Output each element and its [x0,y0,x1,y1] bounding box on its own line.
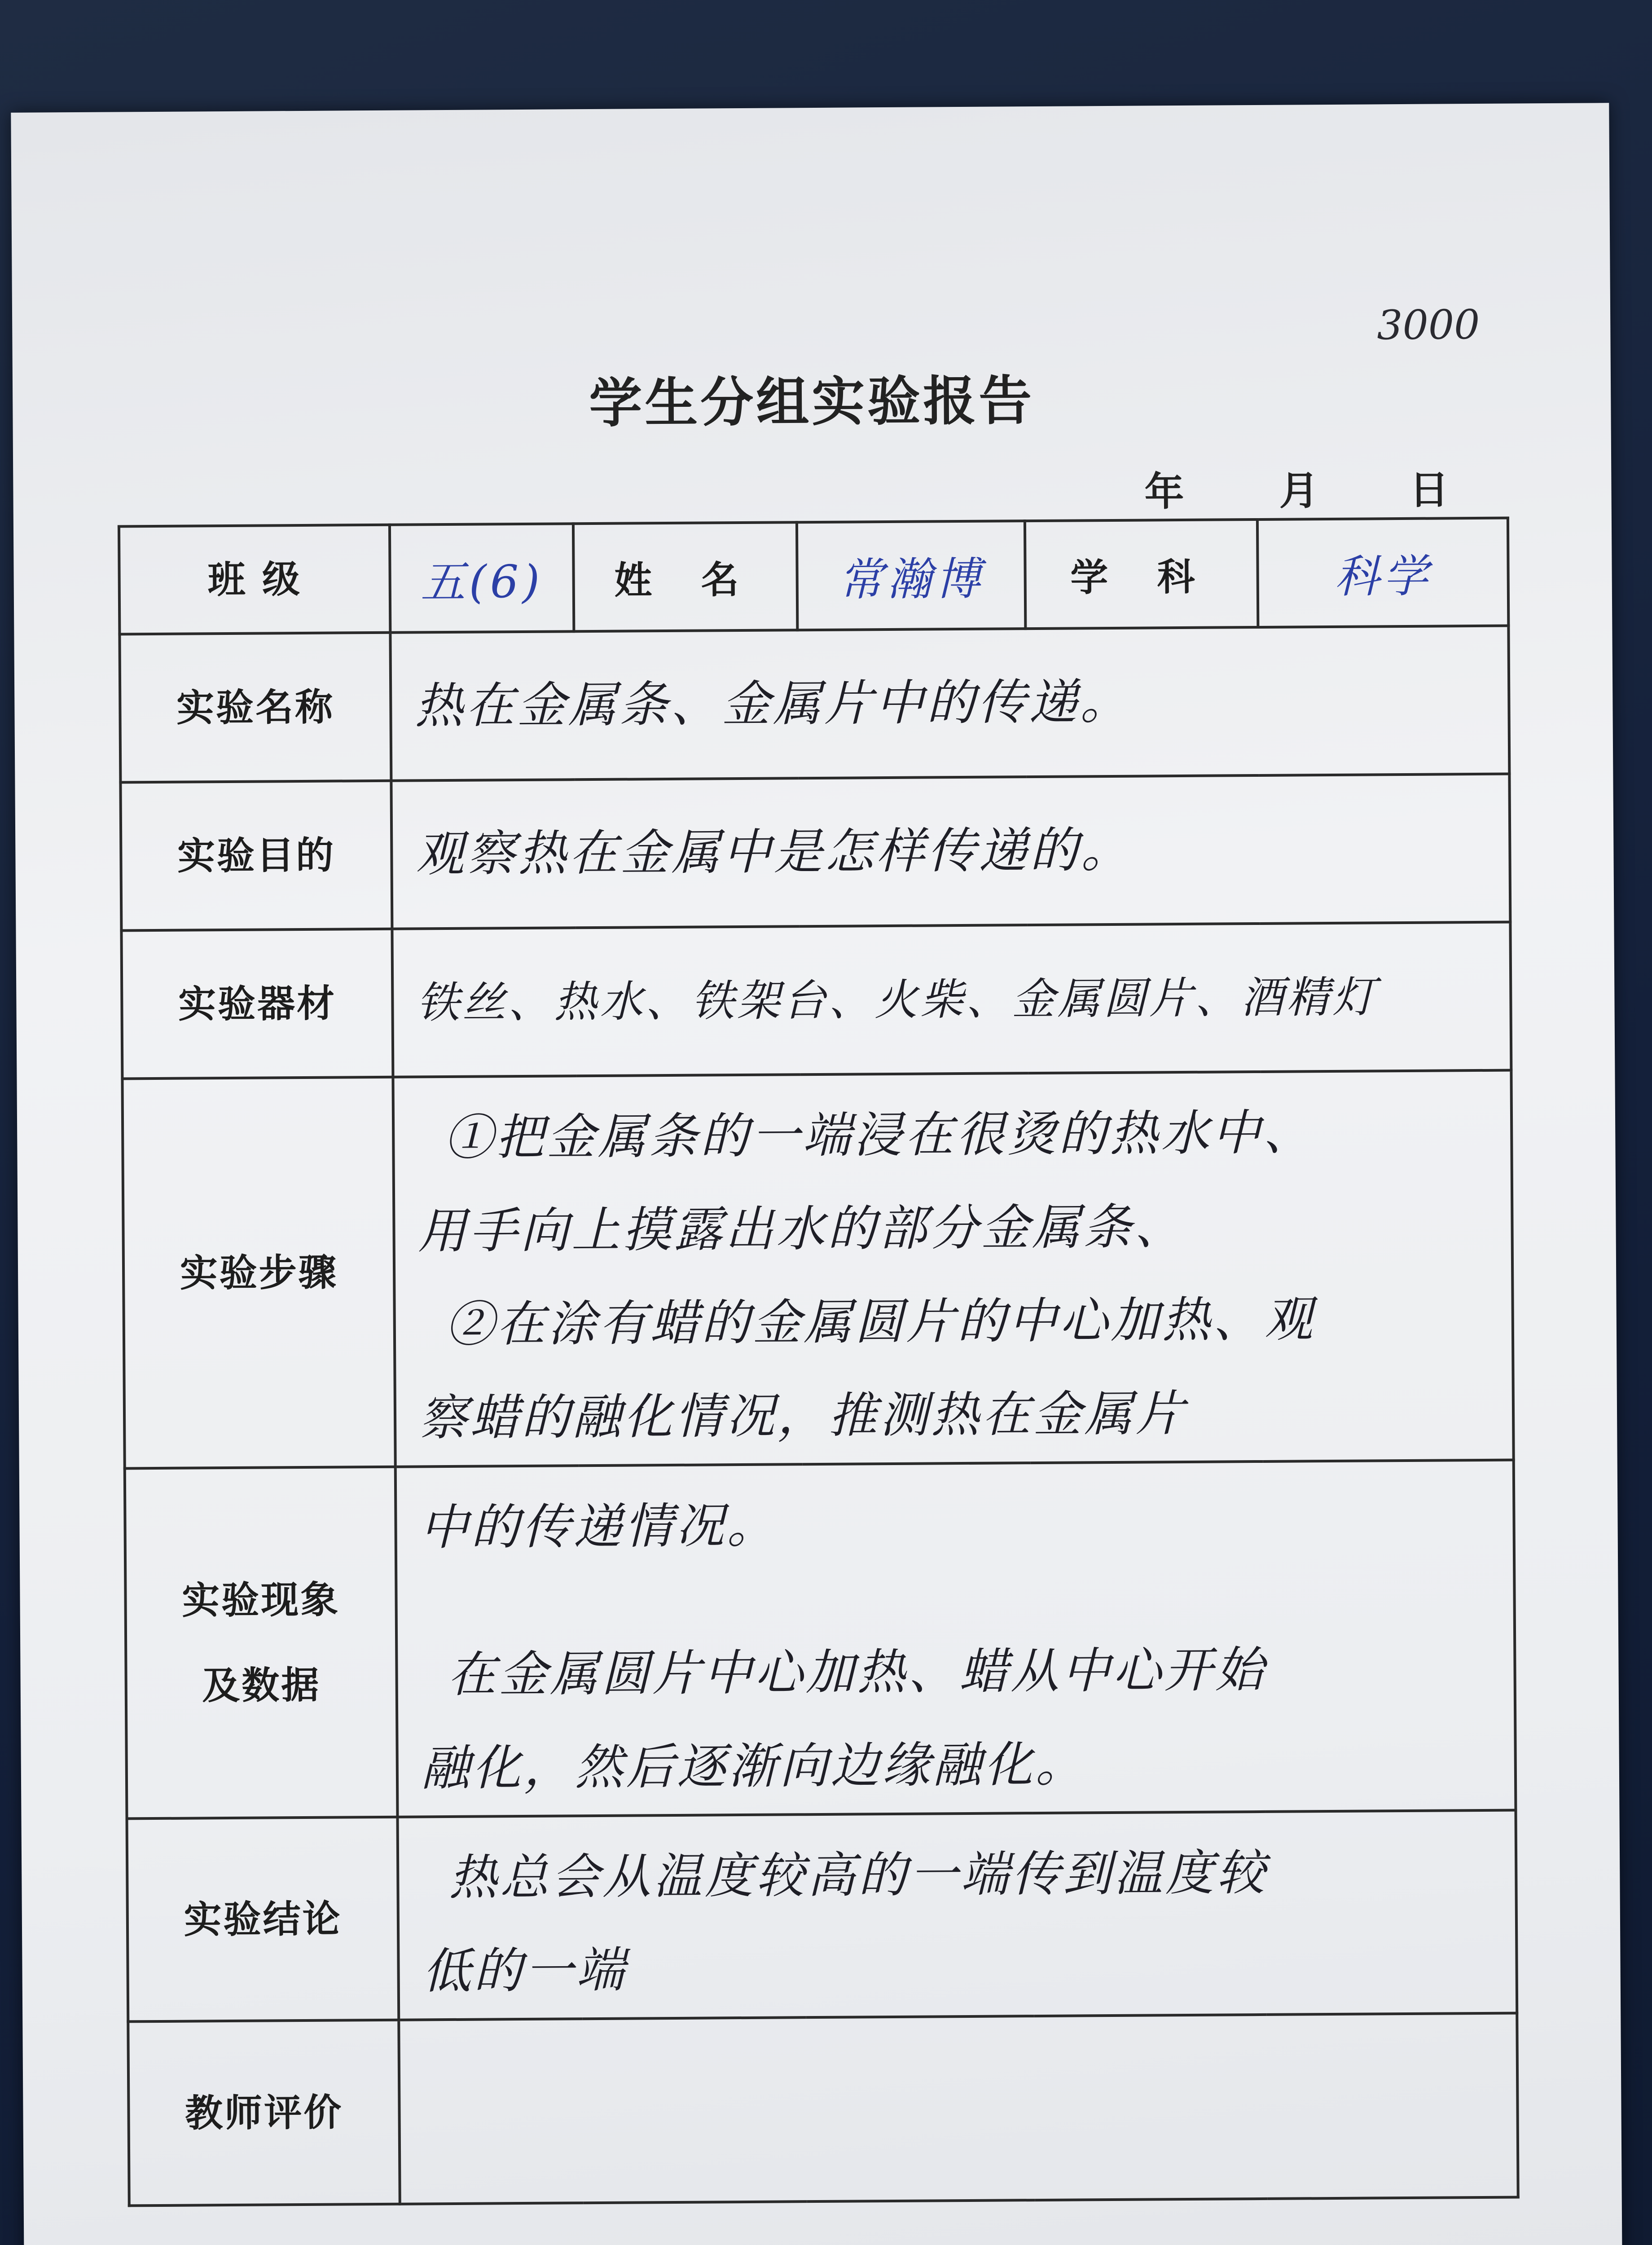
experiment-phenomenon-row [125,1460,1516,1819]
experiment-materials-value: 铁丝、热水、铁架台、火柴、金属圆片、酒精灯 [392,922,1511,1077]
experiment-name-row [119,626,1509,783]
steps-line-1: ①把金属条的一端浸在很烫的热水中、 [444,1105,1315,1167]
conclusion-line-2: 低的一端 [422,1942,628,2000]
experiment-phenomenon-label [125,1467,398,1819]
class-label: 班 级 [119,525,391,634]
subject-value: 科学 [1257,518,1508,627]
experiment-conclusion-label: 实验结论 [127,1817,399,2022]
experiment-purpose-label: 实验目的 [120,781,392,931]
form-title: 学生分组实验报告 [589,370,1035,435]
steps-line-3: ②在涂有蜡的金属圆片的中心加热、观 [445,1291,1316,1353]
phenomenon-line-1: 在金属圆片中心加热、蜡从中心开始 [447,1642,1267,1704]
name-label: 姓 名 [573,522,798,631]
steps-line-5: 中的传递情况。 [419,1497,778,1556]
experiment-name-label: 实验名称 [119,633,391,783]
experiment-materials-label: 实验器材 [121,929,393,1079]
report-table [118,517,1520,2207]
date-day-label: 日 [1409,467,1449,513]
name-value: 常瀚博 [797,521,1025,630]
experiment-conclusion-value [398,1810,1517,2020]
steps-line-2: 用手向上摸露出水的部分金属条、 [417,1198,1186,1260]
experiment-purpose-value: 观察热在金属中是怎样传递的。 [391,774,1511,929]
experiment-materials-row [121,922,1511,1079]
page-number: 3000 [1376,301,1480,349]
experiment-name-value: 热在金属条、金属片中的传递。 [391,626,1510,781]
header-row [119,518,1508,634]
experiment-phenomenon-value [395,1460,1516,1817]
phenomenon-label-line-2: 及数据 [202,1663,321,1708]
experiment-steps-row [122,1070,1513,1469]
class-value: 五(6) [390,524,574,632]
teacher-evaluation-label: 教师评价 [128,2020,400,2206]
experiment-conclusion-row [127,1810,1517,2022]
teacher-evaluation-value [399,2013,1518,2204]
teacher-evaluation-row [128,2013,1518,2206]
date-year-label: 年 [1144,468,1184,515]
report-paper [11,103,1623,2245]
experiment-purpose-row [120,774,1510,931]
phenomenon-line-2: 融化，然后逐渐向边缘融化。 [421,1736,1087,1797]
date-month-label: 月 [1279,467,1319,514]
experiment-steps-value [393,1070,1514,1467]
conclusion-line-1: 热总会从温度较高的一端传到温度较 [448,1844,1268,1906]
experiment-steps-label: 实验步骤 [122,1077,395,1469]
steps-line-4: 察蜡的融化情况，推测热在金属片 [419,1385,1187,1447]
subject-label: 学 科 [1025,519,1258,629]
phenomenon-label-line-1: 实验现象 [181,1577,340,1623]
